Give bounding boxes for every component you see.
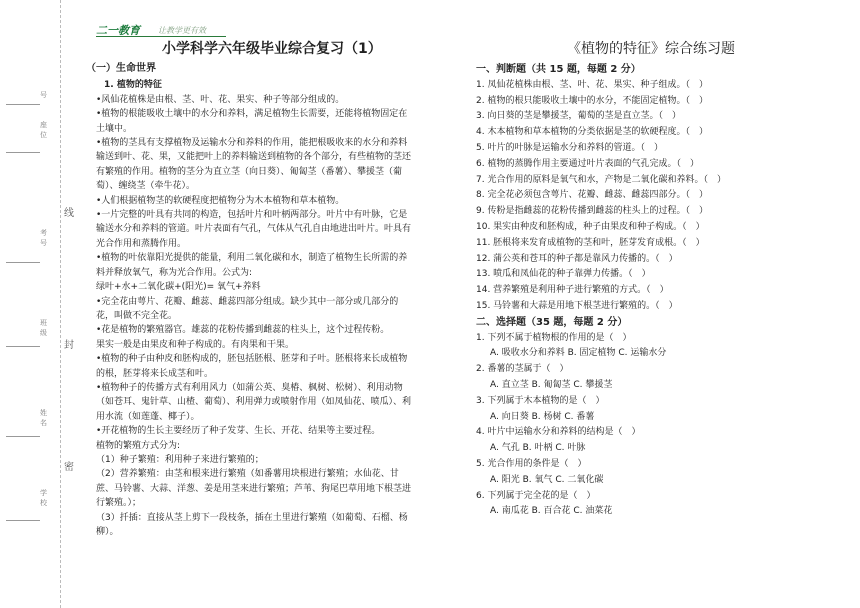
judge-question: 10. 果实由种皮和胚构成，种子由果皮和种子构成。（ ） [476,221,705,232]
summary-paragraph: •植物的叶依靠阳光提供的能量，利用二氧化碳和水，制造了植物生长所需的养料并释放氧气，称为光合作用。公式为: [96,253,408,278]
field-line-seat [6,152,40,153]
judge-heading: 一、判断题（共 15 题，每题 2 分） [476,64,641,75]
page-title-left: 小学科学六年级毕业综合复习（1） [162,41,382,57]
field-label-class: 班级 [40,319,47,337]
judge-question: 1. 凤仙花植株由根、茎、叶、花、果实、种子组成。（ ） [476,79,708,90]
judge-question: 7. 光合作用的原料是氧气和水，产物是二氧化碳和养料。（ ） [476,174,726,185]
choice-options: A. 南瓜花 B. 百合花 C. 油菜花 [490,506,613,517]
judge-question: 14. 营养繁殖是利用种子进行繁殖的方式。（ ） [476,285,669,296]
choice-options: A. 气孔 B. 叶柄 C. 叶脉 [490,443,586,454]
subsection-heading: 1. 植物的特征 [104,80,162,91]
seal-char-secret: 密 [64,458,74,473]
choice-question: 2. 番薯的茎属于（ ） [476,364,569,375]
summary-paragraph: 果实一般是由果皮和种子构成的。有肉果和干果。 [96,339,295,350]
choice-question: 5. 光合作用的条件是（ ） [476,458,587,469]
photosynthesis-formula: 绿叶+水+二氧化碳+(阳光)= 氧气+养料 [96,282,261,293]
judge-question: 4. 木本植物和草本植物的分类依据是茎的软硬程度。（ ） [476,127,708,138]
seal-char-line: 线 [64,204,74,219]
summary-paragraph: （3）扦插：直接从茎上剪下一段枝条，插在土里进行繁殖（如葡萄、石榴、杨柳）。 [96,512,408,537]
judge-question: 3. 向日葵的茎是攀援茎，葡萄的茎是直立茎。（ ） [476,111,681,122]
judge-question: 2. 植物的根只能吸收土壤中的水分，不能固定植物。（ ） [476,95,708,106]
choice-options: A. 阳光 B. 氧气 C. 二氧化碳 [490,474,604,485]
summary-paragraph: •植物的种子由种皮和胚构成的，胚包括胚根、胚芽和子叶。胚根将来长成植物的根，胚芽将来长成茎和叶。 [96,354,408,379]
judge-question: 9. 传粉是指雌蕊的花粉传播到雌蕊的柱头上的过程。（ ） [476,206,708,217]
judge-question: 12. 蒲公英和苍耳的种子都是靠风力传播的。（ ） [476,253,678,264]
binding-dashed-line [60,0,61,608]
summary-paragraph: •植物种子的传播方式有利用风力（如蒲公英、臭椿、枫树、松树）、利用动物（如苍耳、鬼针草、山楂、葡萄）、利用弹力或喷射作用（如凤仙花、喷瓜）、利用水流（如莲蓬、椰子）。 [96,382,412,422]
page-title-right: 《植物的特征》综合练习题 [567,41,735,57]
choice-options: A. 向日葵 B. 杨树 C. 番薯 [490,411,595,422]
seal-char-seal: 封 [64,336,74,351]
field-label-number: 号 [40,91,47,99]
summary-paragraph: 植物的繁殖方式分为: [96,440,181,451]
summary-paragraph: •植物的根能吸收土壤中的水分和养料，满足植物生长需要，还能将植物固定在土壤中。 [96,109,408,134]
summary-paragraph: •开花植物的生长主要经历了种子发芽、生长、开花、结果等主要过程。 [96,426,381,437]
field-line-class [6,346,40,347]
summary-paragraph: •花是植物的繁殖器官。雄蕊的花粉传播到雌蕊的柱头上，这个过程传粉。 [96,325,390,336]
summary-paragraph: （1）种子繁殖：利用种子来进行繁殖的； [96,454,264,465]
logo-underline [96,36,226,37]
choice-question: 4. 叶片中运输水分和养料的结构是（ ） [476,427,641,438]
judge-question: 8. 完全花必须包含萼片、花瓣、雌蕊、雌蕊四部分。（ ） [476,190,708,201]
field-line-exam-no [6,262,40,263]
field-label-name: 姓名 [40,409,47,427]
judge-question: 13. 喷瓜和凤仙花的种子靠弹力传播。（ ） [476,269,651,280]
logo-text: 二一教育 [96,24,140,37]
choice-question: 3. 下列属于木本植物的是（ ） [476,395,605,406]
field-label-school: 学校 [40,489,47,507]
field-line-number [6,104,40,105]
summary-paragraph: •植物的茎具有支撑植物及运输水分和养料的作用，能把根吸收来的水分和养料输送到叶、花、果，又能把叶上的养料输送到植物的各个部分，有些植物的茎还有繁殖的作用。植物的茎分为直立茎（向日葵）、匍匐茎（番薯）、攀援茎（葡萄）、缠绕茎（牵牛花）。 [96,138,412,192]
choice-heading: 二、选择题（35 题，每题 2 分） [476,316,628,328]
logo-slogan: 让教学更有效 [158,25,206,35]
judge-question: 15. 马铃薯和大蒜是用地下根茎进行繁殖的。（ ） [476,300,678,311]
field-label-exam-no: 考号 [40,229,47,247]
summary-paragraph: •风仙花植株是由根、茎、叶、花、果实、种子等部分组成的。 [96,94,345,105]
binding-margin [0,0,72,608]
summary-paragraph: （2）营养繁殖：由茎和根来进行繁殖（如番薯用块根进行繁殖；水仙花、甘蔗、马铃薯、大蒜、洋葱、姜是用茎来进行繁殖；芦苇、狗尾巴草用地下根茎进行繁殖。）； [96,469,412,509]
summary-paragraph: •完全花由萼片、花瓣、雌蕊、雌蕊四部分组成。缺少其中一部分或几部分的花，叫做不完全花。 [96,296,399,321]
exercise-section [476,62,816,520]
choice-question: 6. 下列属于完全花的是（ ） [476,490,596,501]
choice-question: 1. 下列不属于植物根的作用的是（ ） [476,332,632,343]
section-heading: （一）生命世界 [86,63,156,74]
choice-options: A. 吸收水分和养料 B. 固定植物 C. 运输水分 [490,348,667,359]
summary-paragraph: •人们根据植物茎的软硬程度把植物分为木本植物和草本植物。 [96,195,345,206]
judge-question: 5. 叶片的叶脉是运输水分和养料的管道。（ ） [476,142,663,153]
knowledge-summary [86,62,416,539]
judge-question: 6. 植物的蒸腾作用主要通过叶片表面的气孔完成。（ ） [476,158,699,169]
field-label-seat: 座位 [40,121,47,139]
judge-question: 11. 胚根将来发育成植物的茎和叶，胚芽发育成根。（ ） [476,237,705,248]
field-line-school [6,520,40,521]
field-line-name [6,436,40,437]
summary-paragraph: •一片完整的叶具有共同的构造，包括叶片和叶柄两部分。叶片中有叶脉，它是输送水分和养料的管道。叶片表面有气孔，气体从气孔自由地进出叶片。叶具有光合作用和蒸腾作用。 [96,210,412,249]
choice-options: A. 直立茎 B. 匍匐茎 C. 攀援茎 [490,379,613,390]
